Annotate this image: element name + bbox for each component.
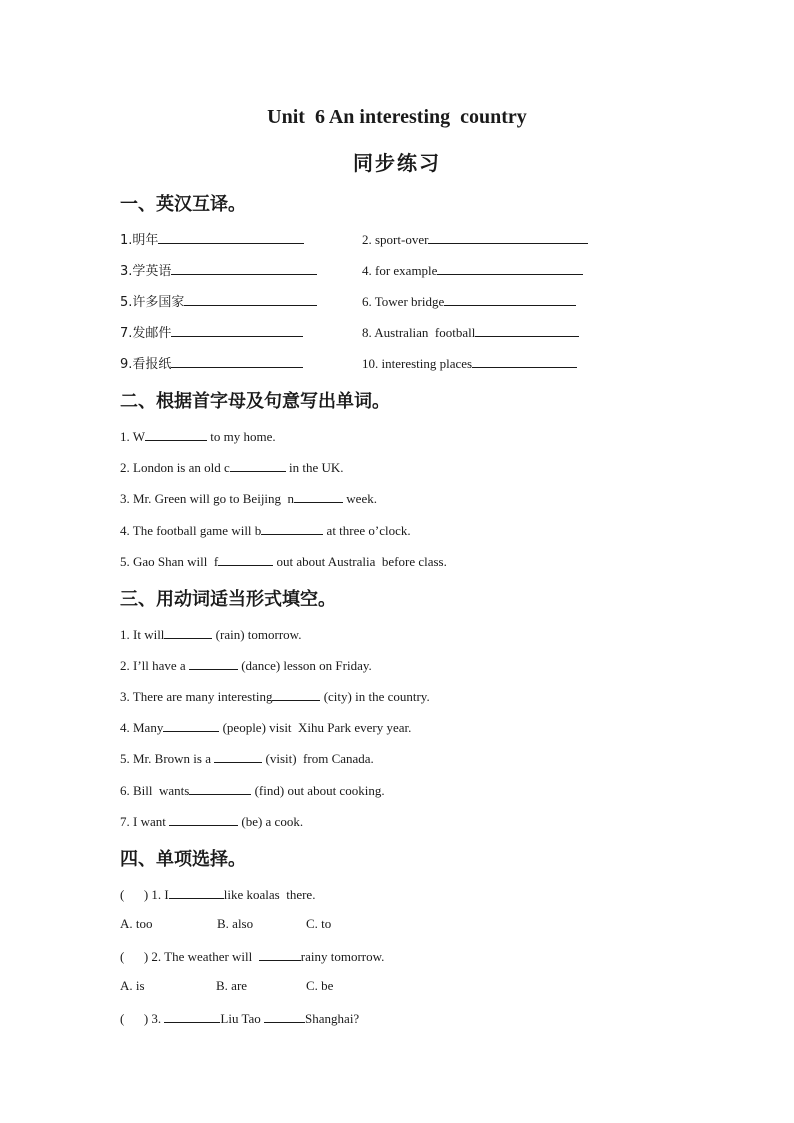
translate-item-label: 10. interesting places (362, 356, 473, 371)
question-text: 5. Mr. Brown is a (120, 751, 215, 766)
question-text: (dance) lesson on Friday. (237, 658, 372, 673)
answer-blank[interactable] (164, 1009, 220, 1023)
section-heading-4: 四、单项选择。 (120, 849, 246, 870)
answer-blank[interactable] (164, 625, 212, 639)
answer-blank[interactable] (163, 718, 219, 732)
translate-item-label: 1.明年 (120, 233, 159, 248)
verb-item-4 (120, 718, 411, 736)
translate-item-10 (362, 354, 577, 372)
section-heading-2: 二、根据首字母及句意写出单词。 (120, 391, 390, 412)
translate-item-label: 7.发邮件 (120, 326, 172, 341)
question-text: 4. The football game will b (120, 523, 262, 538)
translate-item-3 (120, 261, 317, 280)
translate-item-label: 4. for example (362, 263, 438, 278)
question-text: 3. There are many interesting (120, 689, 273, 704)
question-text: (find) out about cooking. (251, 783, 385, 798)
question-text: Liu Tao (220, 1011, 265, 1026)
choice-question-3 (120, 1009, 359, 1027)
answer-paren[interactable]: ( ) (120, 887, 149, 902)
section-heading-3: 三、用动词适当形式填空。 (120, 589, 336, 610)
answer-blank[interactable] (230, 458, 286, 472)
answer-blank[interactable] (444, 292, 576, 306)
choice-option-2a[interactable]: A. is (120, 978, 145, 993)
question-text: (be) a cook. (238, 814, 304, 829)
translate-item-label: 8. Australian football (362, 325, 476, 340)
worksheet-subtitle: 同步练习 (353, 151, 441, 175)
translate-item-label: 3.学英语 (120, 264, 172, 279)
verb-item-7 (120, 812, 303, 830)
translate-item-5 (120, 292, 317, 311)
section-heading-1: 一、英汉互译。 (120, 194, 246, 215)
choice-option-1a[interactable]: A. too (120, 916, 153, 931)
initial-item-3 (120, 489, 377, 507)
translate-item-label: 9.看报纸 (120, 357, 172, 372)
answer-blank[interactable] (428, 230, 588, 244)
translate-item-2 (362, 230, 588, 248)
translate-item-label: 6. Tower bridge (362, 294, 445, 309)
question-text: (city) in the country. (320, 689, 430, 704)
answer-blank[interactable] (437, 261, 583, 275)
verb-item-3 (120, 687, 430, 705)
translate-item-1 (120, 230, 304, 249)
answer-blank[interactable] (171, 323, 303, 337)
verb-item-2 (120, 656, 372, 674)
answer-blank[interactable] (184, 292, 317, 306)
worksheet-title: Unit 6 An interesting country (267, 106, 527, 128)
choice-option-2c[interactable]: C. be (306, 978, 334, 993)
answer-blank[interactable] (189, 656, 238, 670)
question-text: 2. I’ll have a (120, 658, 189, 673)
question-text: week. (343, 491, 377, 506)
translate-item-8 (362, 323, 579, 341)
choice-question-2 (120, 947, 384, 965)
verb-item-1 (120, 625, 301, 643)
answer-blank[interactable] (171, 354, 303, 368)
question-text: 3. Mr. Green will go to Beijing n (120, 491, 295, 506)
answer-blank[interactable] (189, 781, 251, 795)
answer-paren[interactable]: ( ) (120, 949, 149, 964)
question-text: 2. London is an old c (120, 460, 230, 475)
answer-blank[interactable] (472, 354, 577, 368)
initial-item-4 (120, 521, 411, 539)
translate-item-9 (120, 354, 303, 373)
translate-item-6 (362, 292, 576, 310)
question-text: 7. I want (120, 814, 170, 829)
initial-item-2 (120, 458, 344, 476)
translate-item-label: 5.许多国家 (120, 295, 185, 310)
answer-blank[interactable] (169, 812, 238, 826)
answer-blank[interactable] (261, 521, 323, 535)
question-text: like koalas there. (223, 887, 316, 902)
question-text: Shanghai? (305, 1011, 360, 1026)
question-text: 3. (151, 1011, 165, 1026)
verb-item-5 (120, 749, 374, 767)
initial-item-1 (120, 427, 276, 445)
answer-paren[interactable]: ( ) (120, 1011, 149, 1026)
question-text: 6. Bill wants (120, 783, 190, 798)
question-text: in the UK. (285, 460, 344, 475)
answer-blank[interactable] (169, 885, 224, 899)
question-text: out about Australia before class. (273, 554, 447, 569)
answer-blank[interactable] (475, 323, 579, 337)
question-text: 2. The weather will (151, 949, 259, 964)
question-text: at three o’clock. (323, 523, 411, 538)
question-text: rainy tomorrow. (300, 949, 385, 964)
choice-question-1 (120, 885, 315, 903)
question-text: 5. Gao Shan will f (120, 554, 219, 569)
question-text: (people) visit Xihu Park every year. (219, 720, 412, 735)
translate-item-4 (362, 261, 583, 279)
choice-option-1c[interactable]: C. to (306, 916, 332, 931)
answer-blank[interactable] (272, 687, 320, 701)
choice-option-2b[interactable]: B. are (216, 978, 248, 993)
translate-item-label: 2. sport-over (362, 232, 429, 247)
answer-blank[interactable] (294, 489, 343, 503)
verb-item-6 (120, 781, 385, 799)
question-text: to my home. (207, 429, 276, 444)
question-text: 1. W (120, 429, 146, 444)
question-text: 4. Many (120, 720, 164, 735)
initial-item-5 (120, 552, 447, 570)
question-text: (visit) from Canada. (262, 751, 374, 766)
answer-blank[interactable] (214, 749, 262, 763)
answer-blank[interactable] (171, 261, 317, 275)
choice-option-1b[interactable]: B. also (217, 916, 254, 931)
answer-blank[interactable] (145, 427, 207, 441)
answer-blank[interactable] (264, 1009, 305, 1023)
question-text: (rain) tomorrow. (212, 627, 302, 642)
answer-blank[interactable] (218, 552, 273, 566)
translate-item-7 (120, 323, 303, 342)
question-text: 1. It will (120, 627, 165, 642)
answer-blank[interactable] (158, 230, 304, 244)
question-text: 1. I (151, 887, 169, 902)
answer-blank[interactable] (259, 947, 301, 961)
